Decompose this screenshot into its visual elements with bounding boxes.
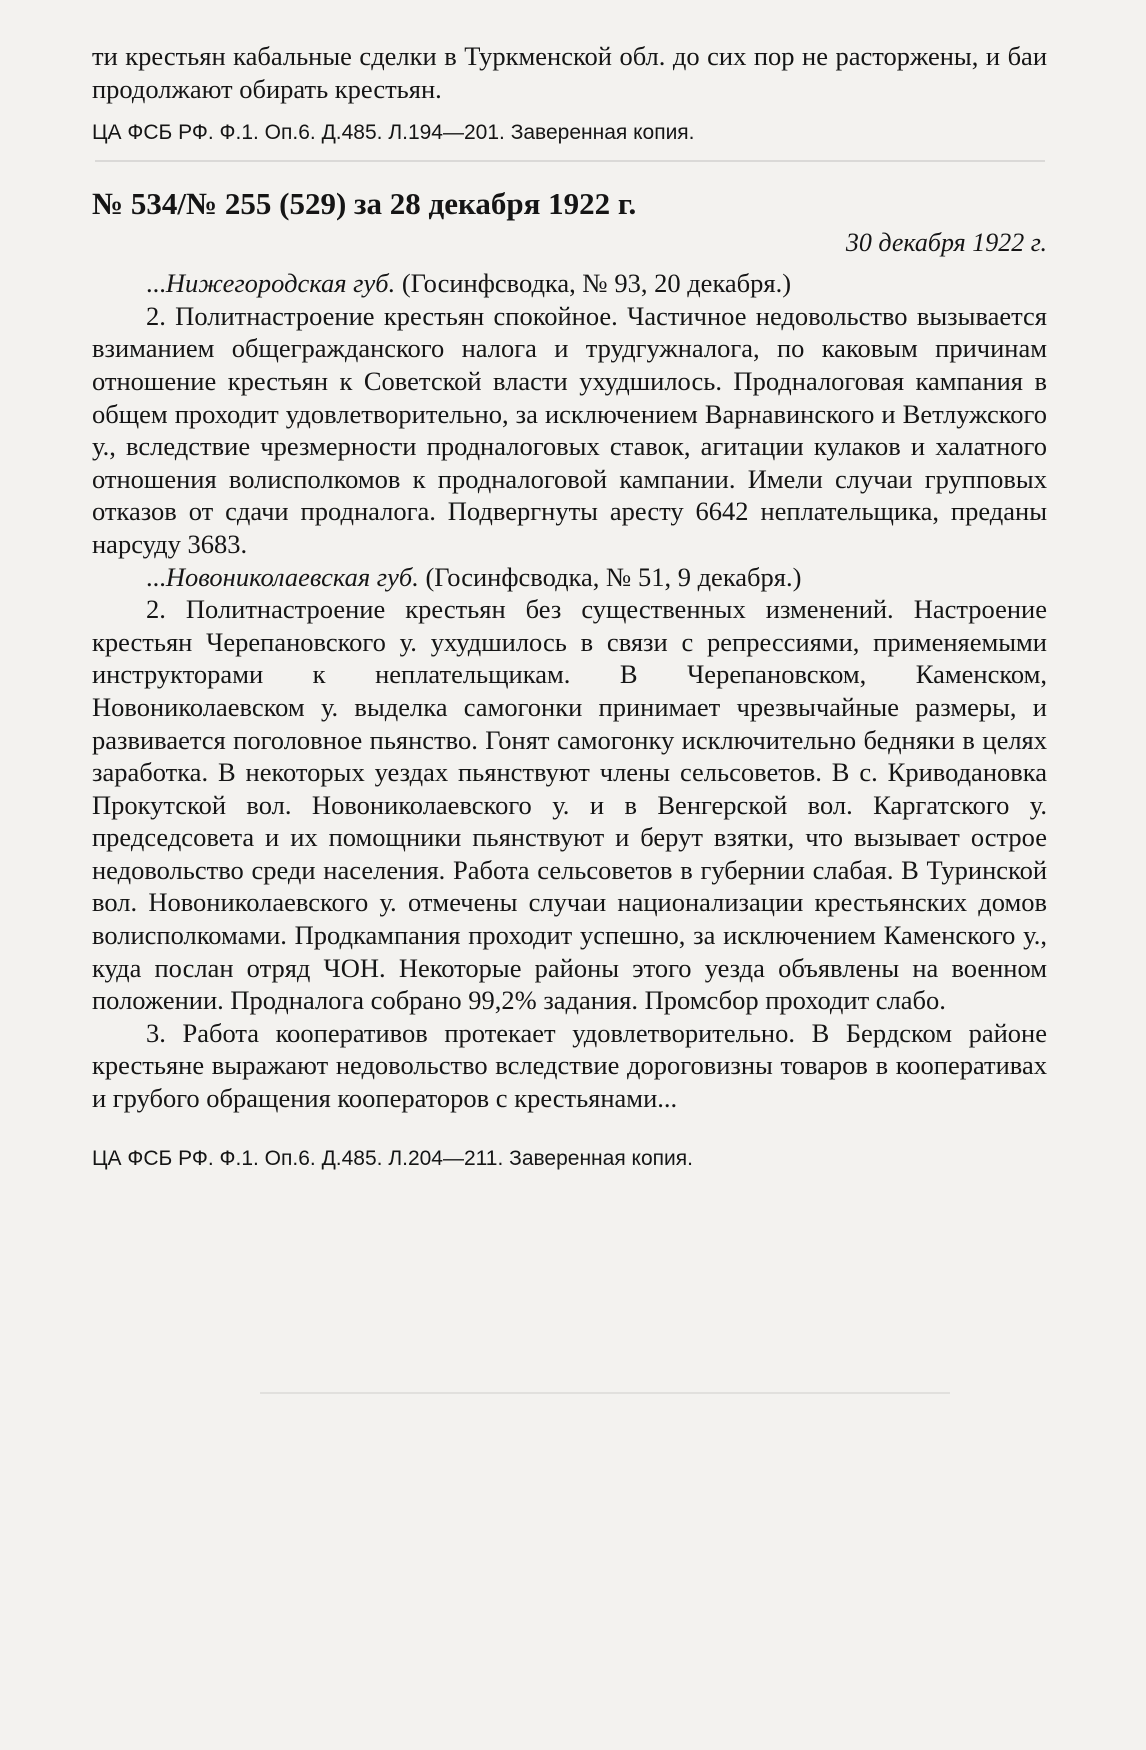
region-paragraph: 2. Политнастроение крестьян без существенных изменений. Настроение крестьян Черепановского у. ухудшилось в связи с репрессиями, применяемыми инструкторами к неплательщикам. В Черепановском, Каменском, Новониколаевском у. выделка самогонки принимает чрезвычайные размеры, и развивается поголовное пьянство. Гонят самогонку исключительно бедняки в целях заработка. В некоторых уездах пьянствуют члены сельсоветов. В с. Криводановка Прокутской вол. Новониколаевского у. и в Венгерской вол. Каргатского у. председсовета и их помощники пьянствуют и берут взятки, что вызывает острое недовольство среди населения. Работа сельсоветов в губернии слабая. В Туринской вол. Новониколаевского у. отмечены случаи национализации крестьянских домов волисполкомами. Продкампания проходит успешно, за исключением Каменского у., куда послан отряд ЧОН. Некоторые районы этого уезда объявлены на военном положении. Продналога собрано 99,2% задания. Промсбор проходит слабо. (92, 594, 1047, 1016)
region-name: Новониколаевская губ. (165, 561, 419, 592)
bleed-through-rule (260, 1392, 950, 1394)
document-heading: № 534/№ 255 (529) за 28 декабря 1922 г. (92, 186, 637, 222)
region-name: Нижегородская губ. (165, 268, 396, 299)
region-paragraph: 2. Политнастроение крестьян спокойное. Частичное недовольство вызывается взиманием общегражданского налога и трудгужналога, по каковым причинам отношение крестьян к Советской власти ухудшилось. Продналоговая кампания в общем проходит удовлетворительно, за исключением Варнавинского и Ветлужского у., вследствие чрезмерности продналоговых ставок, агитации кулаков и халатного отношения волисполкомов к продналоговой кампании. Имели случаи групповых отказов от сдачи продналога. Подвергнуты аресту 6642 неплательщика, преданы нарсуду 3683. (92, 300, 1047, 559)
ellipsis: ... (146, 268, 166, 299)
region-heading (92, 267, 1047, 300)
region-source-note: (Госинфсводка, № 93, 20 декабря.) (395, 268, 792, 299)
region-paragraph: 3. Работа кооперативов протекает удовлетворительно. В Бердском районе крестьяне выражают недовольство вследствие дороговизны товаров в кооперативах и грубого обращения кооператоров с крестьянами... (92, 1017, 1047, 1114)
region-heading (92, 561, 1047, 594)
document-page (92, 40, 1047, 1173)
archive-reference: ЦА ФСБ РФ. Ф.1. Оп.6. Д.485. Л.194—201. Заверенная копия. (92, 121, 695, 145)
document-date: 30 декабря 1922 г. (845, 228, 1047, 258)
archive-reference: ЦА ФСБ РФ. Ф.1. Оп.6. Д.485. Л.204—211. Заверенная копия. (92, 1146, 693, 1170)
opening-paragraph: ти крестьян кабальные сделки в Туркменской обл. до сих пор не расторжены, и баи продолжают обирать крестьян. (92, 41, 1047, 104)
region-source-note: (Госинфсводка, № 51, 9 декабря.) (418, 561, 802, 592)
ellipsis: ... (146, 561, 166, 592)
